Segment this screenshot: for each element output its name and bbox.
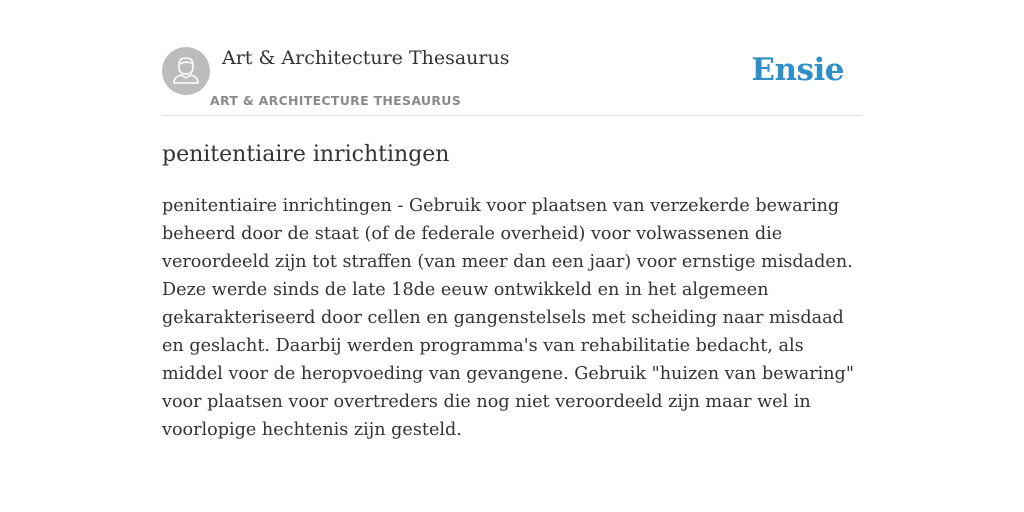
- entry-definition: penitentiaire inrichtingen - Gebruik voor plaatsen van verzekerde bewaring beheerd door de staat (of de federale overheid) voor volwassenen die veroordeeld zijn tot straffen (van meer dan een jaar) voor ernstige misdaden. Deze werde sinds de late 18de eeuw ontwikkeld en in het algemeen gekarakteriseerd door cellen en gangenstelsels met scheiding naar misdaad en geslacht. Daarbij werden programma's van rehabilitatie bedacht, als middel voor de heropvoeding van gevangene. Gebruik "huizen van bewaring" voor plaatsen voor overtreders die nog niet veroordeeld zijn maar wel in voorlopige hechtenis zijn gesteld.: [162, 196, 854, 440]
- entry-title: penitentiaire inrichtingen: [162, 142, 450, 167]
- entry-container: [162, 0, 862, 440]
- user-icon: [162, 47, 210, 95]
- author-name-link[interactable]: Art & Architecture Thesaurus: [222, 47, 510, 69]
- entry-header: [162, 0, 862, 116]
- author-avatar[interactable]: [162, 47, 210, 95]
- ensie-logo[interactable]: Ensie: [751, 52, 844, 88]
- author-subtitle: ART & ARCHITECTURE THESAURUS: [210, 93, 462, 108]
